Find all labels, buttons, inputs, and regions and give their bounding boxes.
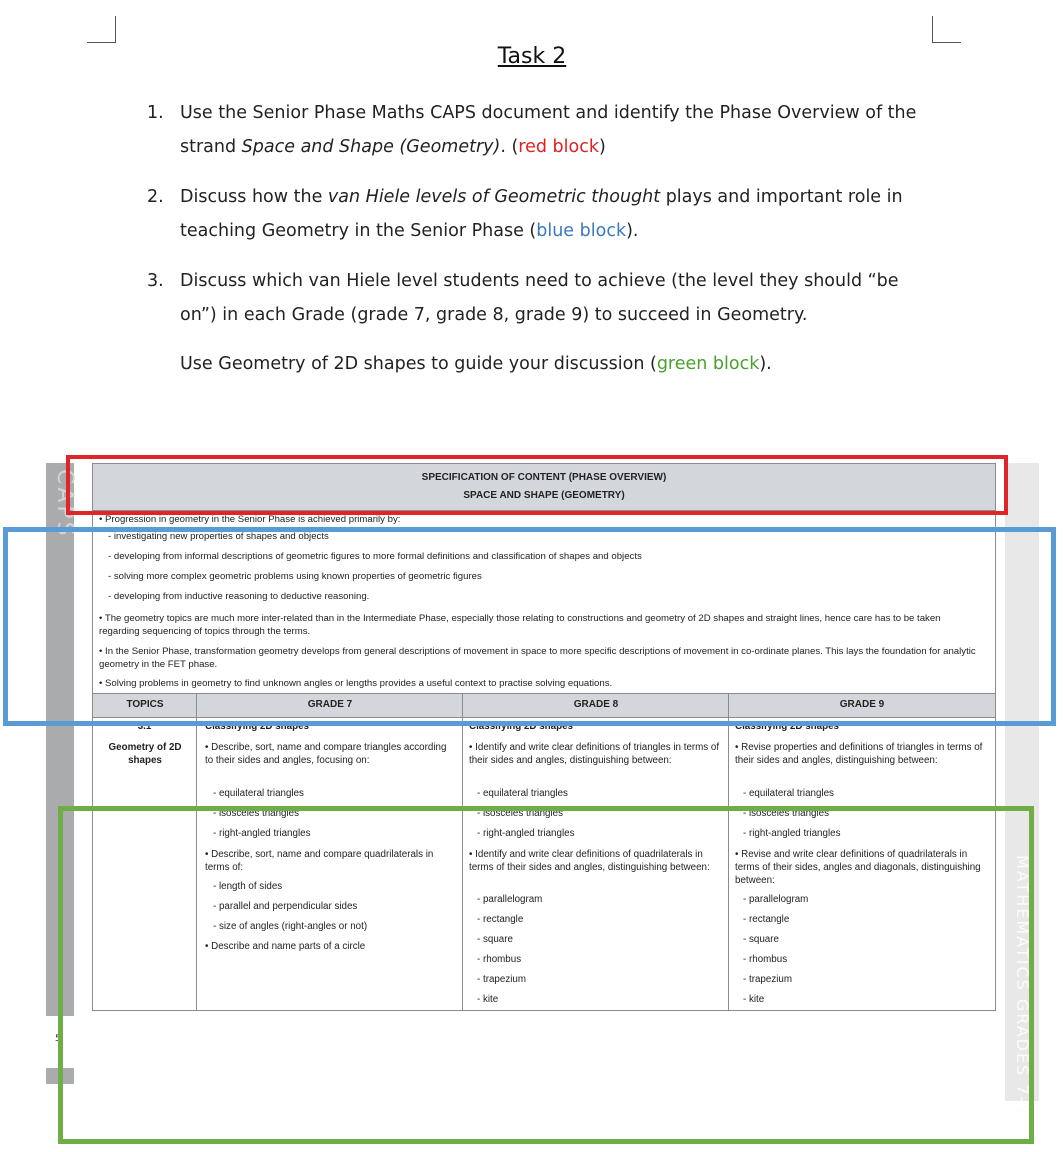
grade-8-shape-item: - rectangle: [477, 914, 524, 925]
grade-9-shape-item: - kite: [743, 994, 765, 1005]
header-line-1: SPECIFICATION OF CONTENT (PHASE OVERVIEW): [421, 472, 667, 483]
question-2: [147, 180, 937, 248]
grade-9-triangle-item: - equilateral triangles: [743, 788, 834, 799]
grade-9-triangle-item: - right-angled triangles: [743, 828, 841, 839]
side-page-number: 5: [55, 1034, 61, 1044]
grade-8-heading: Classifying 2D shapes: [469, 721, 573, 732]
page-corner-mark-right: [932, 16, 961, 43]
grade-7-quad-item: - length of sides: [213, 881, 283, 892]
grade-9-shape-item: - trapezium: [743, 974, 792, 985]
intro-line: • Progression in geometry in the Senior Phase is achieved primarily by:: [99, 514, 401, 525]
right-side-label: MATHEMATICS GRADES 7-9: [1013, 855, 1032, 1117]
question-3-number: 3.: [147, 271, 164, 291]
grade-9-shape-item: - parallelogram: [743, 894, 809, 905]
grade-7-quad-item: - parallel and perpendicular sides: [213, 901, 358, 912]
col-header-topics: TOPICS: [126, 699, 164, 710]
grade-7-circle-item: • Describe and name parts of a circle: [205, 941, 366, 952]
grade-9-shape-item: - rhombus: [743, 954, 788, 965]
grade-9-shape-item: - rectangle: [743, 914, 790, 925]
topic-number: 3.1: [137, 721, 152, 732]
grade-8-triangles-intro: • Identify and write clear definitions of triangles in terms of their sides and angles, distinguishing between:: [469, 742, 720, 766]
question-3-line-3: Use Geometry of 2D shapes to guide your discussion (green block).: [180, 354, 772, 374]
grade-8-triangle-item: - equilateral triangles: [477, 788, 568, 799]
intro-line: - solving more complex geometric problems using known properties of geometric figures: [108, 571, 482, 582]
grade-9-triangles-intro: • Revise properties and definitions of triangles in terms of their sides and angles, distinguishing between:: [735, 742, 983, 766]
question-2-line-1: Discuss how the van Hiele levels of Geometric thought plays and important role in: [180, 187, 903, 207]
blue-highlight-block: [3, 527, 1056, 726]
intro-line: • The geometry topics are much more inter-related than in the Intermediate Phase, especially those relating to constructions and geometry of 2D shapes and straight lines, hence care has to be taken regarding sequencing of topics through the terms.: [99, 613, 941, 637]
red-block-label: red block: [518, 137, 599, 157]
grade-8-quadrilaterals-intro: • Identify and write clear definitions of quadrilaterals in terms of their sides and angles, distinguishing between:: [469, 849, 710, 873]
grade-8-triangle-item: - right-angled triangles: [477, 828, 575, 839]
grade-8-shape-item: - trapezium: [477, 974, 526, 985]
question-3-line-1: Discuss which van Hiele level students need to achieve (the level they should “be: [180, 271, 899, 291]
red-highlight-block: [66, 455, 1008, 515]
grade-8-shape-item: - parallelogram: [477, 894, 543, 905]
grade-7-quadrilaterals-intro: • Describe, sort, name and compare quadrilaterals in terms of:: [205, 849, 434, 873]
grade-8-triangle-item: - isosceles triangles: [477, 808, 564, 819]
grade-9-shape-item: - square: [743, 934, 779, 945]
grade-7-triangle-item: - isosceles triangles: [213, 808, 300, 819]
grade-7-quad-item: - size of angles (right-angles or not): [213, 921, 368, 932]
header-line-2: SPACE AND SHAPE (GEOMETRY): [463, 490, 625, 501]
grade-9-quadrilaterals-intro: • Revise and write clear definitions of quadrilaterals in terms of their sides, angles and diagonals, distinguishing between:: [735, 849, 981, 886]
question-2-line-2: teaching Geometry in the Senior Phase (blue block).: [180, 221, 639, 241]
blue-block-label: blue block: [536, 221, 627, 241]
col-header-grade-9: GRADE 9: [839, 699, 885, 710]
task-title: Task 2: [497, 44, 567, 69]
intro-line: • Solving problems in geometry to find unknown angles or lengths provides a useful context to practise solving equations.: [99, 678, 613, 689]
intro-line: - investigating new properties of shapes and objects: [108, 531, 329, 542]
col-header-grade-7: GRADE 7: [307, 699, 353, 710]
grade-7-triangle-item: - equilateral triangles: [213, 788, 304, 799]
intro-line: - developing from inductive reasoning to deductive reasoning.: [108, 591, 370, 602]
page-corner-mark-left: [87, 16, 116, 43]
question-1: [147, 96, 937, 164]
caps-side-label: CAPS: [52, 469, 77, 539]
grade-8-shape-item: - square: [477, 934, 513, 945]
col-header-grade-8: GRADE 8: [573, 699, 619, 710]
grade-7-heading: Classifying 2D shapes: [205, 721, 309, 732]
green-highlight-block: [58, 806, 1034, 1144]
question-1-line-2: strand Space and Shape (Geometry). (red block): [180, 137, 606, 157]
question-3: [147, 264, 937, 381]
green-block-label: green block: [656, 354, 760, 374]
question-3-line-2: on”) in each Grade (grade 7, grade 8, grade 9) to succeed in Geometry.: [180, 305, 808, 325]
topic-name: Geometry of 2D shapes: [108, 742, 182, 766]
question-1-line-1: Use the Senior Phase Maths CAPS document and identify the Phase Overview of the: [180, 103, 917, 123]
grade-9-heading: Classifying 2D shapes: [735, 721, 839, 732]
question-1-number: 1.: [147, 103, 164, 123]
grade-7-triangle-item: - right-angled triangles: [213, 828, 311, 839]
grade-9-triangle-item: - isosceles triangles: [743, 808, 830, 819]
grade-8-shape-item: - rhombus: [477, 954, 522, 965]
grade-8-shape-item: - kite: [477, 994, 499, 1005]
intro-line: • In the Senior Phase, transformation geometry develops from general descriptions of movement in space to more specific descriptions of movement in co-ordinate planes. This lays the foundation for analytic geometry in the FET phase.: [99, 646, 976, 670]
question-2-number: 2.: [147, 187, 164, 207]
grade-7-triangles-intro: • Describe, sort, name and compare triangles according to their sides and angles, focusing on:: [205, 742, 447, 766]
intro-line: - developing from informal descriptions of geometric figures to more formal definitions and classification of shapes and objects: [108, 551, 642, 562]
